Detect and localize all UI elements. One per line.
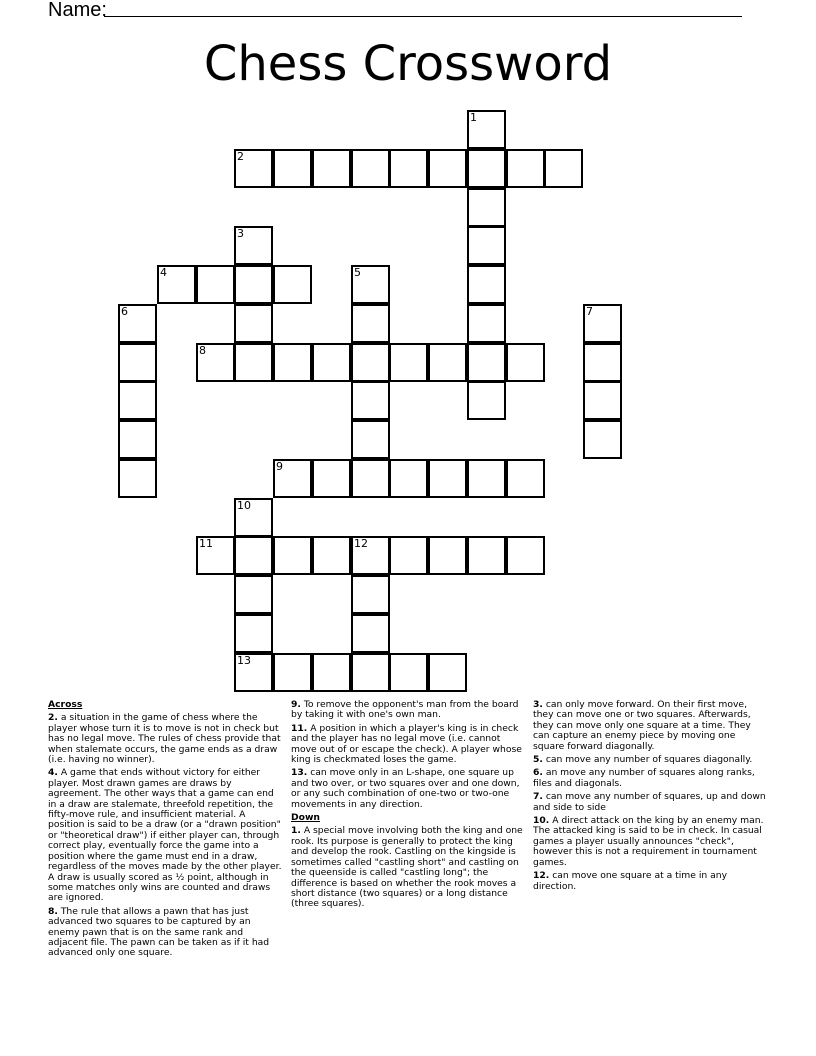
cell-number: 4: [160, 266, 167, 279]
grid-cell[interactable]: [234, 304, 273, 343]
grid-cell[interactable]: [351, 149, 390, 188]
grid-cell[interactable]: [467, 110, 506, 149]
cell-number: 5: [354, 266, 361, 279]
clue-down-5: [533, 755, 769, 765]
grid-cell[interactable]: [467, 381, 506, 420]
grid-cell[interactable]: [234, 265, 273, 304]
grid-cell[interactable]: [467, 188, 506, 227]
clue-number: 3.: [533, 699, 543, 710]
grid-cell[interactable]: [118, 381, 157, 420]
clue-text: a situation in the game of chess where the player whose turn it is to move is not in check but has no legal move. The rules of chess provide that when stalemate occurs, the game ends as a draw (i.e. having no winner).: [48, 712, 281, 766]
clue-text: can only move forward. On their first move, they can move one or two squares. Afterwards, they can move only one square at a time. They can capture an enemy piece by moving one square forward diagonally.: [533, 699, 751, 752]
clue-text: The rule that allows a pawn that has just advanced two squares to be captured by an enemy pawn that is on the same rank and adjacent file. The pawn can be taken as if it had advanced only one square.: [48, 905, 270, 959]
grid-cell[interactable]: [234, 149, 273, 188]
cell-number: 10: [237, 499, 251, 512]
grid-cell[interactable]: [506, 536, 545, 575]
grid-cell[interactable]: [428, 536, 467, 575]
clue-down-1: [291, 826, 525, 909]
grid-cell[interactable]: [273, 343, 312, 382]
cell-number: 11: [199, 537, 213, 550]
grid-cell[interactable]: [196, 265, 235, 304]
clue-number: 8.: [48, 905, 58, 917]
cell-number: 1: [470, 111, 477, 124]
grid-cell[interactable]: [583, 304, 622, 343]
clue-text: can move only in an L-shape, one square up and two over, or two squares over and one down, or any such combination of one-two or two-one movements in any direction.: [291, 767, 520, 810]
clue-number: 13.: [291, 767, 308, 779]
clue-number: 7.: [533, 791, 543, 803]
clue-number: 5.: [533, 754, 543, 766]
grid-cell[interactable]: [118, 459, 157, 498]
grid-cell[interactable]: [389, 653, 428, 692]
cell-number: 13: [237, 654, 251, 667]
grid-cell[interactable]: [351, 459, 390, 498]
grid-cell[interactable]: [351, 304, 390, 343]
cell-number: 7: [586, 305, 593, 318]
clue-number: 2.: [48, 712, 58, 724]
grid-cell[interactable]: [544, 149, 583, 188]
grid-cell[interactable]: [118, 343, 157, 382]
clue-number: 10.: [533, 815, 550, 827]
grid-cell[interactable]: [234, 575, 273, 614]
grid-cell[interactable]: [234, 614, 273, 653]
cell-number: 2: [237, 150, 244, 163]
grid-cell[interactable]: [467, 459, 506, 498]
grid-cell[interactable]: [583, 381, 622, 420]
clue-text: can move any number of squares, up and down and side to side: [533, 791, 766, 813]
grid-cell[interactable]: [351, 653, 390, 692]
clue-text: To remove the opponent's man from the board by taking it with one's own man.: [291, 699, 519, 721]
page-title: Chess Crossword: [203, 36, 613, 92]
grid-cell[interactable]: [118, 304, 157, 343]
clue-text: A direct attack on the king by an enemy man. The attacked king is said to be in check. In casual games a player usually announces "check", however this is not a requirement in tournament games.: [533, 815, 764, 868]
grid-cell[interactable]: [467, 149, 506, 188]
grid-cell[interactable]: [196, 536, 235, 575]
down-heading: Down: [291, 812, 320, 824]
grid-cell[interactable]: [234, 226, 273, 265]
clue-number: 1.: [291, 825, 301, 837]
grid-cell[interactable]: [273, 536, 312, 575]
clue-text: can move any number of squares diagonally.: [545, 754, 753, 766]
clue-number: 6.: [533, 767, 543, 779]
grid-cell[interactable]: [273, 265, 312, 304]
grid-cell[interactable]: [157, 265, 196, 304]
grid-cell[interactable]: [234, 536, 273, 575]
grid-cell[interactable]: [196, 343, 235, 382]
clue-number: 9.: [291, 699, 301, 710]
grid-cell[interactable]: [506, 149, 545, 188]
grid-cell[interactable]: [428, 459, 467, 498]
grid-cell[interactable]: [428, 653, 467, 692]
grid-cell[interactable]: [428, 149, 467, 188]
clue-text: an move any number of squares along ranks, files and diagonals.: [533, 767, 755, 789]
name-label: Name:: [48, 0, 107, 21]
clue-number: 4.: [48, 767, 58, 779]
grid-cell[interactable]: [273, 149, 312, 188]
clue-column-1: [48, 700, 282, 962]
grid-cell[interactable]: [467, 343, 506, 382]
clue-across-11: [291, 724, 525, 766]
grid-cell[interactable]: [583, 420, 622, 459]
clue-down-6: [533, 768, 769, 789]
grid-cell[interactable]: [467, 536, 506, 575]
clue-text: can move one square at a time in any direction.: [533, 870, 728, 892]
grid-cell[interactable]: [428, 343, 467, 382]
clue-across-4: [48, 768, 282, 903]
grid-cell[interactable]: [506, 343, 545, 382]
grid-cell[interactable]: [273, 459, 312, 498]
grid-cell[interactable]: [234, 498, 273, 537]
grid-cell[interactable]: [351, 265, 390, 304]
clue-down-7: [533, 792, 769, 813]
grid-cell[interactable]: [351, 536, 390, 575]
grid-cell[interactable]: [312, 149, 351, 188]
grid-cell[interactable]: [506, 459, 545, 498]
clue-across-9: [291, 700, 525, 721]
clue-across-2: [48, 713, 282, 765]
cell-number: 9: [276, 460, 283, 473]
grid-cell[interactable]: [351, 343, 390, 382]
grid-cell[interactable]: [467, 265, 506, 304]
grid-cell[interactable]: [351, 381, 390, 420]
grid-cell[interactable]: [351, 575, 390, 614]
grid-cell[interactable]: [351, 420, 390, 459]
grid-cell[interactable]: [118, 420, 157, 459]
grid-cell[interactable]: [312, 536, 351, 575]
clue-down-12: [533, 871, 769, 892]
grid-cell[interactable]: [312, 343, 351, 382]
clue-number: 12.: [533, 870, 550, 882]
grid-cell[interactable]: [389, 459, 428, 498]
grid-cell[interactable]: [389, 149, 428, 188]
grid-cell[interactable]: [583, 343, 622, 382]
grid-cell[interactable]: [312, 653, 351, 692]
grid-cell[interactable]: [467, 226, 506, 265]
grid-cell[interactable]: [351, 614, 390, 653]
clue-column-2: [291, 700, 525, 913]
cell-number: 6: [121, 305, 128, 318]
grid-cell[interactable]: [467, 304, 506, 343]
clue-across-8: [48, 907, 282, 959]
grid-cell[interactable]: [234, 653, 273, 692]
grid-cell[interactable]: [389, 343, 428, 382]
grid-cell[interactable]: [234, 343, 273, 382]
grid-cell[interactable]: [273, 653, 312, 692]
clue-text: A position in which a player's king is in check and the player has no legal move (i.e. cannot move out of or escape the check). A player whose king is checkmated loses the game.: [291, 722, 522, 766]
clue-number: 11.: [291, 722, 308, 734]
across-heading: Across: [48, 699, 83, 710]
clue-text: A game that ends without victory for either player. Most drawn games are draws by agreement. The other ways that a game can end in a draw are stalemate, threefold repetition, the fifty-move rule, and insufficient material. A position is said to be a draw (or a "drawn position" or "theoretical draw") if either player can, through correct play, eventually force the game into a position where the game must end in a draw, regardless of the moves made by the other player. A draw is usually scored as ½ point, although in some matches only wins are counted and draws are ignored.: [48, 767, 282, 904]
cell-number: 12: [354, 537, 368, 550]
grid-cell[interactable]: [312, 459, 351, 498]
clue-down-10: [533, 816, 769, 868]
clue-down-3: [533, 700, 769, 752]
cell-number: 3: [237, 227, 244, 240]
clue-across-13: [291, 768, 525, 810]
clue-text: A special move involving both the king and one rook. Its purpose is generally to protect the king and develop the rook. Castling on the kingside is sometimes called "castling short" and castling on the queenside is called "castling long"; the difference is based on whether the rook moves a short distance (two squares) or a long distance (three squares).: [291, 825, 523, 910]
clue-column-3: [533, 700, 769, 895]
cell-number: 8: [199, 344, 206, 357]
grid-cell[interactable]: [389, 536, 428, 575]
